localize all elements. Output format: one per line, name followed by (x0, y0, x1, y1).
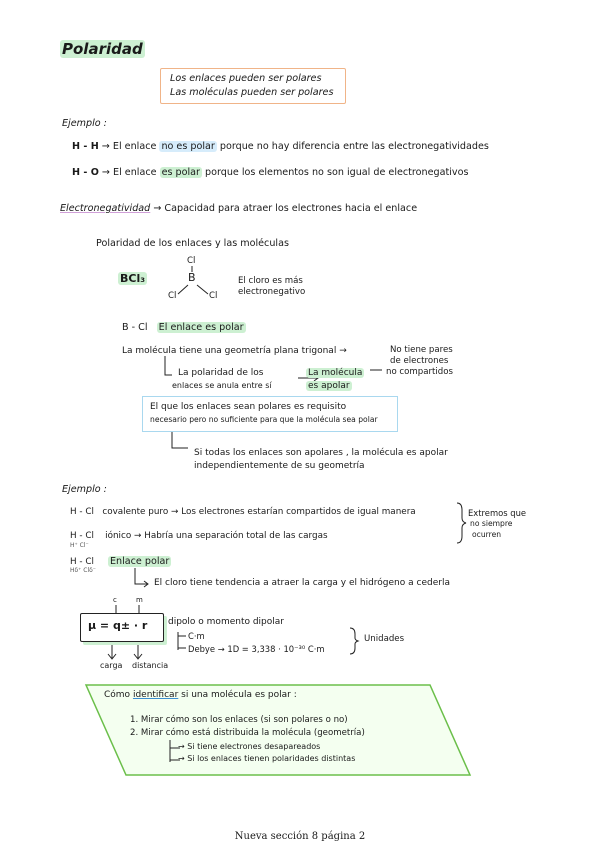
apolar-2-text: es apolar (308, 381, 350, 391)
row2-text-a: El enlace (113, 167, 157, 178)
dipole-label-c: c (113, 596, 117, 604)
cloro-note-1: El cloro es más (238, 276, 303, 286)
arrow-icon: → (153, 203, 165, 214)
ex2-r3-formula: H - Cl (70, 557, 94, 567)
extremes-2: no siempre (470, 519, 513, 528)
identify-title-a: Cómo (104, 690, 131, 700)
identify-step-2: 2. Mirar cómo está distribuida la molécula (geometría) (130, 728, 365, 738)
cancel-1: La polaridad de los (178, 368, 264, 378)
page-footer: Nueva sección 8 página 2 (234, 831, 366, 842)
row2-text-b: porque los elementos no son igual de electronegativos (205, 167, 469, 178)
arrow-icon: → (101, 167, 114, 178)
example2-label: Ejemplo : (62, 484, 107, 495)
dipole-label-m: m (136, 596, 143, 604)
section2-heading: Polaridad de los enlaces y las moléculas (96, 238, 289, 249)
dipole-title: dipolo o momento dipolar (168, 617, 284, 627)
row1-text-b: porque no hay diferencia entre las electronegatividades (219, 141, 489, 152)
arrow-icon: → (339, 346, 347, 356)
cloro-note-2: electronegativo (238, 287, 306, 297)
dipole-unit-1: C·m (188, 631, 205, 641)
dipole-unit-2: Debye → 1D = 3,338 · 10⁻³⁰ C·m (188, 644, 325, 654)
apolar-1-text: La molécula (308, 368, 363, 378)
row2-highlight: es polar (161, 167, 200, 178)
atom-cl-right: Cl (209, 291, 218, 301)
intro-line-2: Las moléculas pueden ser polares (170, 87, 334, 98)
atom-cl-left: Cl (168, 291, 177, 301)
no-pairs-3: no compartidos (386, 367, 453, 377)
arrow-icon: → (178, 754, 188, 763)
ex2-r3-type: Enlace polar (109, 556, 170, 567)
requisite-2: necesario pero no suficiente para que la molécula sea polar (150, 415, 378, 424)
requisite-1: El que los enlaces sean polares es requisito (150, 402, 347, 412)
identify-title-b: si una molécula es polar : (181, 690, 297, 700)
atom-cl-top: Cl (187, 256, 196, 266)
arrow-icon: → (134, 531, 145, 541)
ex2-r2-charges: H⁺ Cl⁻ (70, 542, 89, 549)
formula-h-o: H - O (72, 167, 99, 178)
ex2-r3-desc: El cloro tiene tendencia a atraer la carga y el hidrógeno a cederla (154, 578, 450, 588)
ex2-r2-formula: H - Cl (70, 531, 94, 541)
row1-text-a: El enlace (112, 141, 157, 152)
identify-sub-1 (178, 742, 320, 751)
formula-h-h: H - H (72, 141, 99, 152)
no-pairs-2: de electrones (390, 356, 449, 366)
ex2-r1-desc: Los electrones estarían compartidos de igual manera (181, 507, 416, 517)
bond-formula: B - Cl (122, 322, 148, 333)
arrow-icon: → (178, 742, 188, 751)
ex2-r3-charges: Hδ⁺ Clδ⁻ (70, 567, 96, 574)
no-pairs-1: No tiene pares (390, 345, 453, 355)
arrow-icon: → (171, 507, 182, 517)
electroneg-term: Electronegatividad (60, 203, 151, 214)
carga-label: carga (100, 661, 123, 670)
identify-sub-2 (178, 754, 355, 763)
dipole-formula: μ = q± · r (88, 619, 148, 632)
cancel-2: enlaces se anula entre sí (172, 381, 272, 390)
units-label: Unidades (364, 634, 405, 644)
page-title-text: Polaridad (62, 40, 143, 58)
bond-polar: El enlace es polar (158, 322, 244, 333)
distancia-label: distancia (132, 661, 169, 670)
row1-highlight: no es polar (161, 141, 215, 152)
identify-step-1: 1. Mirar cómo son los enlaces (si son polares o no) (130, 715, 348, 725)
extremes-3: ocurren (472, 530, 502, 539)
example1-label: Ejemplo : (62, 118, 107, 129)
identify-title-hl: identificar (132, 690, 179, 700)
apolar-all-2: independientemente de su geometría (194, 461, 365, 471)
apolar-all-1: Si todas los enlaces son apolares , la molécula es apolar (194, 448, 448, 458)
atom-b: B (188, 271, 196, 284)
identify-sub-2-text: Si los enlaces tienen polaridades distintas (187, 754, 356, 763)
extremes-1: Extremos que (468, 508, 527, 518)
identify-sub-1-text: Si tiene electrones desapareados (187, 742, 321, 751)
electroneg-definition: Capacidad para atraer los electrones hacia el enlace (164, 203, 418, 214)
ex2-r2-type: iónico (105, 531, 132, 541)
intro-line-1: Los enlaces pueden ser polares (170, 73, 322, 84)
geometry-text-content: La molécula tiene una geometría plana trigonal (122, 346, 337, 356)
ex2-r1-type: covalente puro (102, 507, 169, 517)
ex2-r2-desc: Habría una separación total de las cargas (144, 531, 328, 541)
molecule-label-text: BCl₃ (120, 272, 146, 285)
arrow-icon: → (101, 141, 113, 152)
ex2-r1-formula: H - Cl (70, 507, 94, 517)
